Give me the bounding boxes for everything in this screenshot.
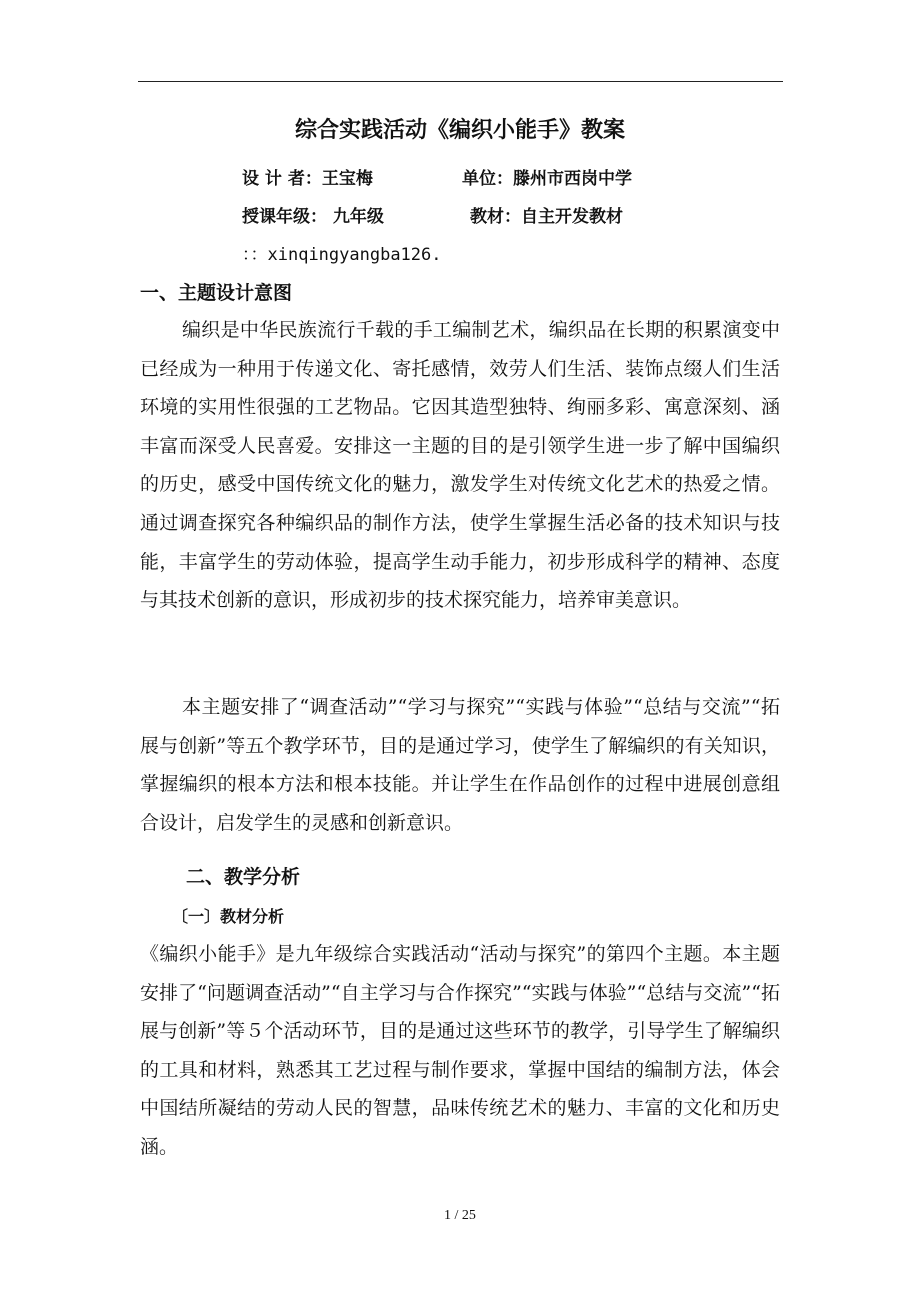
designer-info: 设 计 者：王宝梅 <box>242 169 373 189</box>
page-number: 1 / 25 <box>444 1208 476 1223</box>
unit-info: 单位：滕州市西岗中学 <box>462 169 632 189</box>
grade-info: 授课年级： 九年级 <box>242 207 384 227</box>
textbook-info: 教材：自主开发教材 <box>470 207 623 227</box>
paragraph-textbook-analysis: 《编织小能手》是九年级综合实践活动“活动与探究”的第四个主题。本主题安排了“问题调查活动”“自主学习与合作探究”“实践与体验”“总结与交流”“拓展与创新”等５个活动环节，目的是通过这些环节的教学，引导学生了解编织的工具和材料，熟悉其工艺过程与制作要求，掌握中国结的编制方法，体会中国结所凝结的劳动人民的智慧，品味传统艺术的魅力、丰富的文化和历史涵。 <box>140 943 780 1158</box>
paragraph-design-intent-2: 本主题安排了“调查活动”“学习与探究”“实践与体验”“总结与交流”“拓展与创新”等五个教学环节，目的是通过学习，使学生了解编织的有关知识，掌握编织的根本方法和根本技能。并让学生在作品创作的过程中进展创意组合设计，启发学生的灵感和创新意识。 <box>140 696 780 834</box>
subheading-textbook-analysis: 〔一〕教材分析 <box>172 907 285 926</box>
header-rule <box>138 81 783 82</box>
paragraph-design-intent-1: 编织是中华民族流行千载的手工编制艺术，编织品在长期的积累演变中已经成为一种用于传递文化、寄托感情，效劳人们生活、装饰点缀人们生活环境的实用性很强的工艺物品。它因其造型独特、绚丽多彩、寓意深刻、涵丰富而深受人民喜爱。安排这一主题的目的是引领学生进一步了解中国编织的历史，感受中国传统文化的魅力，激发学生对传统文化艺术的热爱之情。通过调查探究各种编织品的制作方法，使学生掌握生活必备的技术知识与技能，丰富学生的劳动体验，提高学生动手能力，初步形成科学的精神、态度与其技术创新的意识，形成初步的技术探究能力，培养审美意识。 <box>140 319 780 612</box>
email-line: ：：xinqingyangba126. <box>242 245 442 265</box>
section-heading-design-intent: 一、主题设计意图 <box>140 282 293 304</box>
document-title: 综合实践活动《编织小能手》教案 <box>294 117 625 143</box>
section-heading-teaching-analysis: 二、教学分析 <box>186 866 301 888</box>
